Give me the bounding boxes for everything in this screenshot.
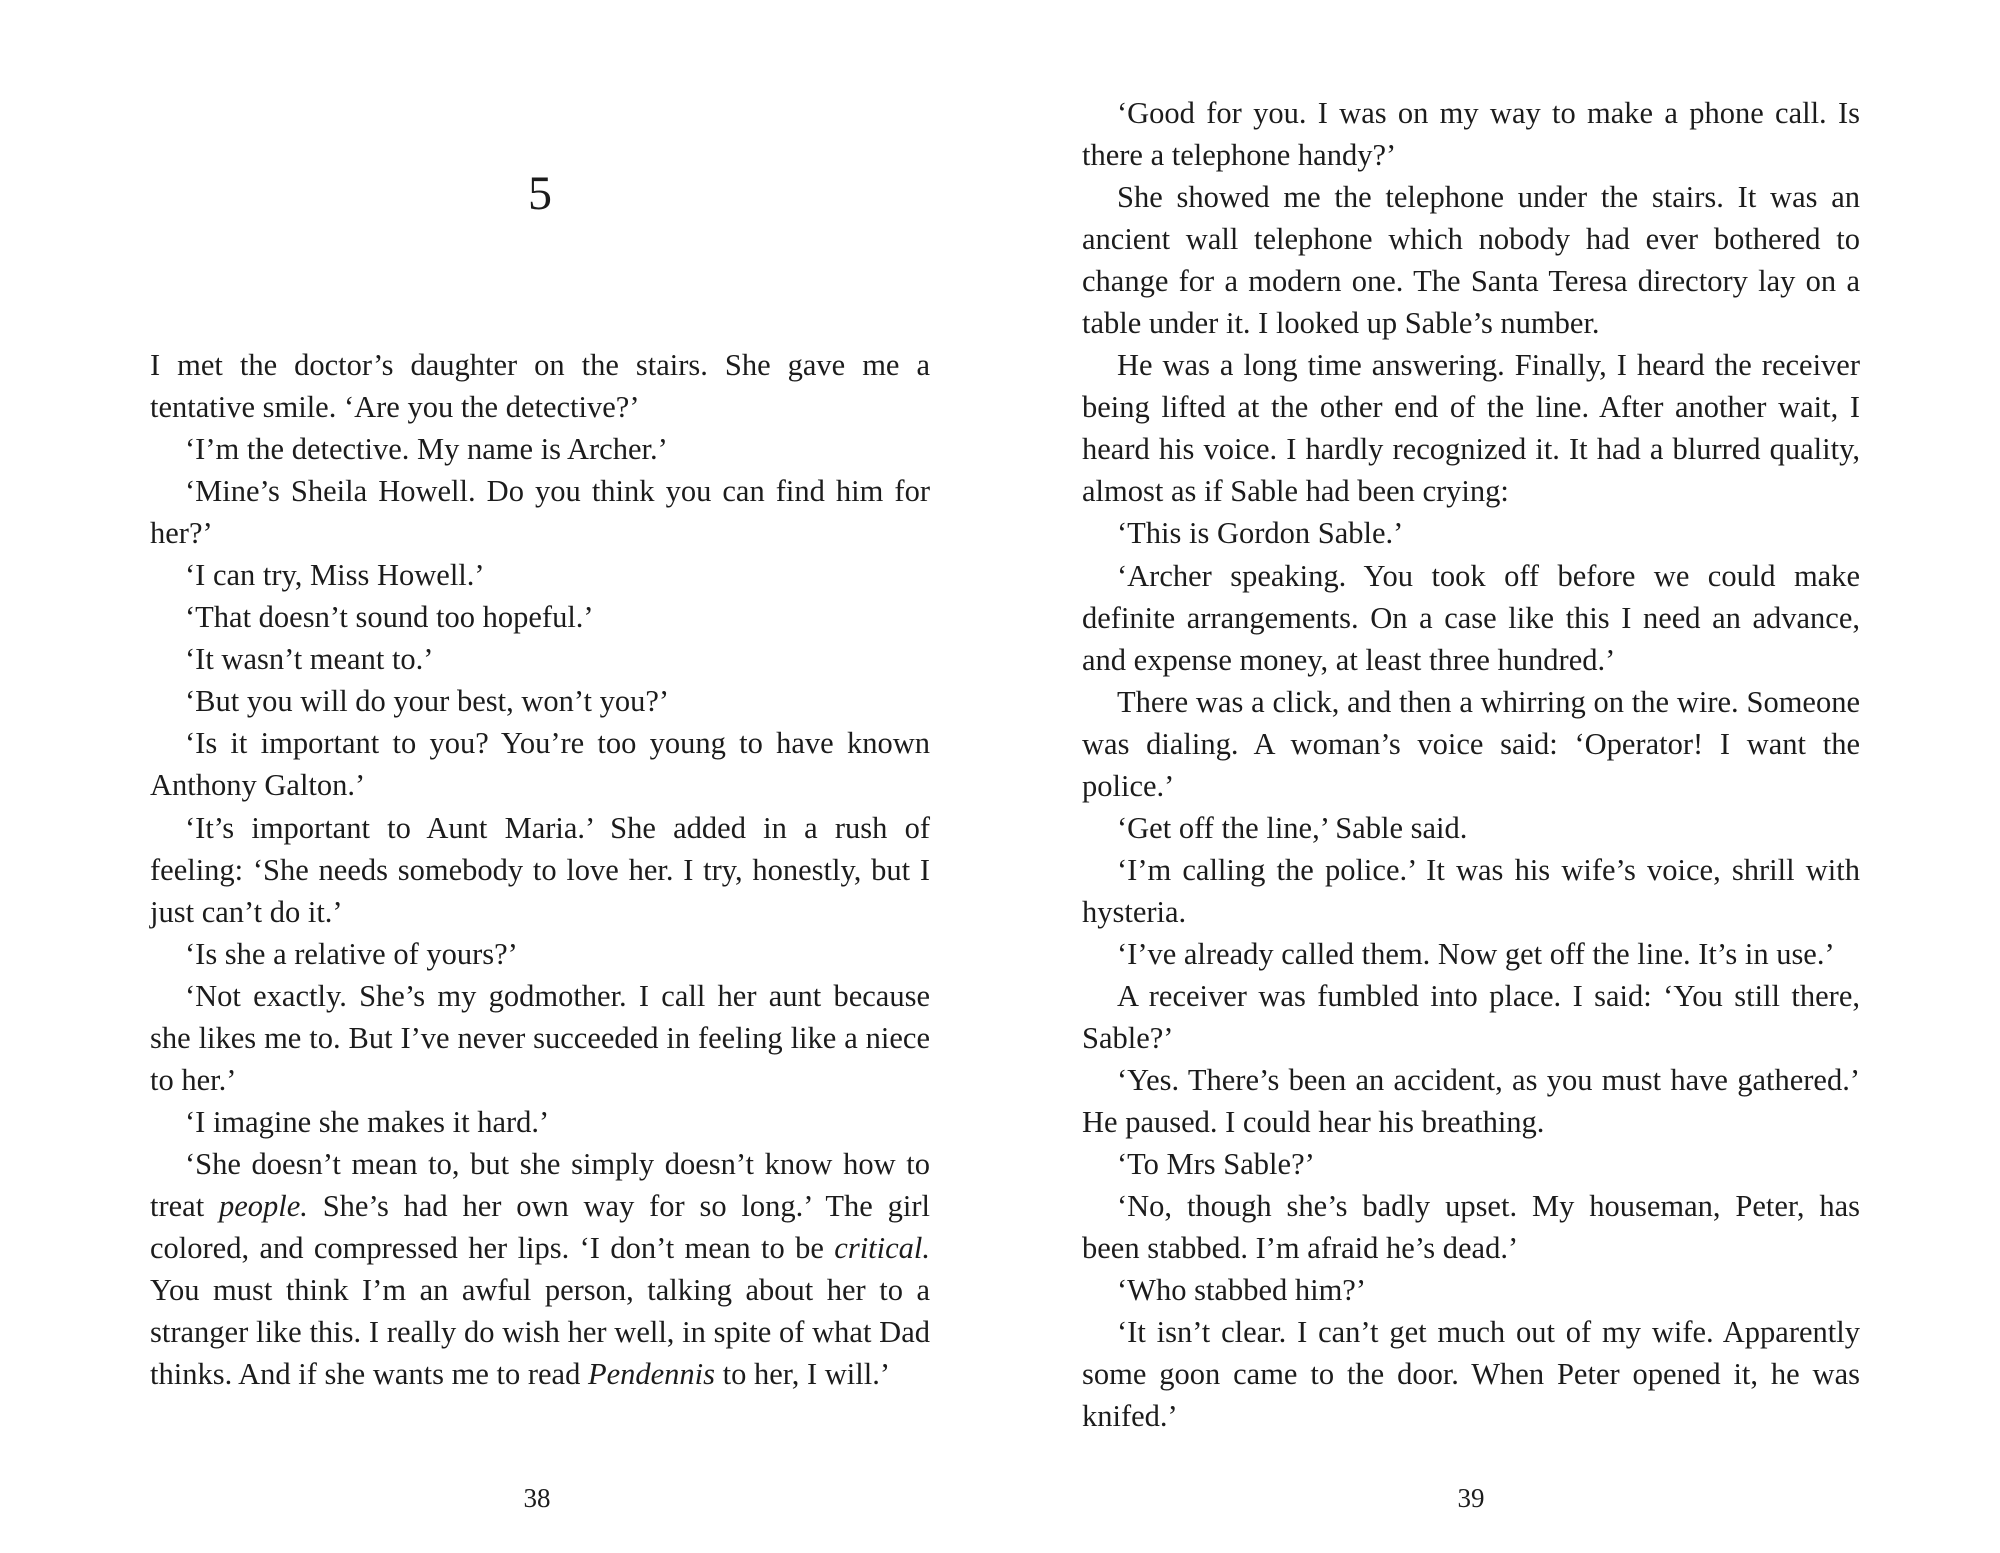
- paragraph-text: ‘I’m calling the police.’ It was his wife’s voice, shrill with hysteria.: [1082, 852, 1860, 929]
- paragraph-text: ‘Is it important to you? You’re too young to have known Anthony Galton.’: [150, 726, 930, 803]
- paragraph: [150, 596, 930, 638]
- paragraph-text: ‘To Mrs Sable?’: [1117, 1147, 1315, 1182]
- paragraph: [1082, 176, 1860, 344]
- paragraph: [150, 1143, 930, 1395]
- paragraph-text: ‘Archer speaking. You took off before we could make definite arrangements. On a case like this I need an advance, and expense money, at least three hundred.’: [1082, 558, 1860, 677]
- italic-text: critical.: [834, 1230, 930, 1265]
- paragraph: [150, 638, 930, 680]
- paragraph: [1082, 92, 1860, 176]
- paragraph-text: ‘That doesn’t sound too hopeful.’: [185, 600, 594, 635]
- paragraph-text: ‘Good for you. I was on my way to make a phone call. Is there a telephone handy?’: [1082, 96, 1860, 173]
- paragraph: [1082, 933, 1860, 975]
- paragraph: [1082, 1311, 1860, 1437]
- paragraph: [150, 554, 930, 596]
- paragraph-text: ‘I imagine she makes it hard.’: [185, 1104, 550, 1139]
- paragraph-text: She showed me the telephone under the stairs. It was an ancient wall telephone which nobody had ever bothered to change for a modern one. The Santa Teresa directory lay on a table under it. I looked up Sable’s number.: [1082, 180, 1860, 341]
- paragraph-text: ‘Is she a relative of yours?’: [185, 936, 518, 971]
- paragraph: [1082, 1143, 1860, 1185]
- paragraph: [1082, 807, 1860, 849]
- paragraph-text: ‘Yes. There’s been an accident, as you must have gathered.’ He paused. I could hear his breathing.: [1082, 1063, 1860, 1140]
- paragraph: [150, 722, 930, 806]
- paragraph-text: ‘It’s important to Aunt Maria.’ She added in a rush of feeling: ‘She needs somebody to love her. I try, honestly, but I just can’t do it.’: [150, 810, 930, 929]
- paragraph-text: ‘She doesn’t mean to, but she simply doesn’t know how to treat: [150, 1146, 930, 1223]
- left-page: [150, 0, 930, 1553]
- paragraph-text: ‘It wasn’t meant to.’: [185, 642, 434, 677]
- paragraph: [150, 1101, 930, 1143]
- paragraph-text: ‘But you will do your best, won’t you?’: [185, 684, 670, 719]
- paragraph: [1082, 849, 1860, 933]
- paragraph: [150, 428, 930, 470]
- paragraph-text: ‘Mine’s Sheila Howell. Do you think you can find him for her?’: [150, 474, 930, 551]
- paragraph: [150, 470, 930, 554]
- paragraph-text: ‘I can try, Miss Howell.’: [185, 558, 485, 593]
- paragraph-text: ‘I’ve already called them. Now get off the line. It’s in use.’: [1117, 936, 1835, 971]
- paragraph: [1082, 555, 1860, 681]
- paragraph-text: He was a long time answering. Finally, I heard the receiver being lifted at the other end of the line. After another wait, I heard his voice. I hardly recognized it. It had a blurred quality, almost as if Sable had been crying:: [1082, 348, 1860, 509]
- paragraph: [1082, 512, 1860, 554]
- paragraph-text: ‘Who stabbed him?’: [1117, 1273, 1367, 1308]
- paragraph-text: A receiver was fumbled into place. I said: ‘You still there, Sable?’: [1082, 978, 1860, 1056]
- paragraph-text: to her, I will.’: [715, 1357, 890, 1392]
- paragraph: [1082, 1185, 1860, 1269]
- paragraph-text: ‘Not exactly. She’s my godmother. I call her aunt because she likes me to. But I’ve never succeeded in feeling like a niece to her.’: [150, 978, 930, 1097]
- paragraph-text: ‘Get off the line,’ Sable said.: [1117, 810, 1468, 845]
- paragraph: [1082, 1059, 1860, 1143]
- paragraph-text: ‘No, though she’s badly upset. My houseman, Peter, has been stabbed. I’m afraid he’s dead.’: [1082, 1189, 1860, 1266]
- paragraph: [150, 933, 930, 975]
- italic-text: Pendennis: [587, 1357, 716, 1392]
- paragraph-text: ‘It isn’t clear. I can’t get much out of my wife. Apparently some goon came to the door. When Peter opened it, he was knifed.’: [1082, 1315, 1860, 1434]
- left-page-number: 38: [523, 1483, 551, 1513]
- paragraph-text: You must think I’m an awful person, talking about her to a stranger like this. I really do wish her well, in spite of what Dad thinks. And if she wants me to read: [150, 1273, 930, 1392]
- left-page-text: [150, 344, 930, 1395]
- paragraph-text: ‘I’m the detective. My name is Archer.’: [185, 432, 668, 467]
- paragraph: [1082, 344, 1860, 512]
- right-page: [1082, 0, 1860, 1553]
- right-page-number: 39: [1457, 1483, 1485, 1513]
- paragraph: [1082, 975, 1860, 1059]
- paragraph-text: She’s had her own way for so long.’ The girl colored, and compressed her lips. ‘I don’t mean to be: [150, 1188, 930, 1265]
- right-page-text: [1082, 92, 1860, 1438]
- paragraph: [150, 975, 930, 1101]
- paragraph: [1082, 1269, 1860, 1311]
- paragraph: [150, 807, 930, 933]
- paragraph: [150, 680, 930, 722]
- paragraph-text: I met the doctor’s daughter on the stairs. She gave me a tentative smile. ‘Are you the detective?’: [150, 348, 930, 425]
- paragraph: [1082, 681, 1860, 807]
- italic-text: people.: [218, 1188, 308, 1223]
- paragraph-text: There was a click, and then a whirring on the wire. Someone was dialing. A woman’s voice said: ‘Operator! I want the police.’: [1082, 684, 1860, 803]
- chapter-number: 5: [528, 167, 552, 220]
- paragraph: [150, 344, 930, 428]
- paragraph-text: ‘This is Gordon Sable.’: [1117, 516, 1404, 551]
